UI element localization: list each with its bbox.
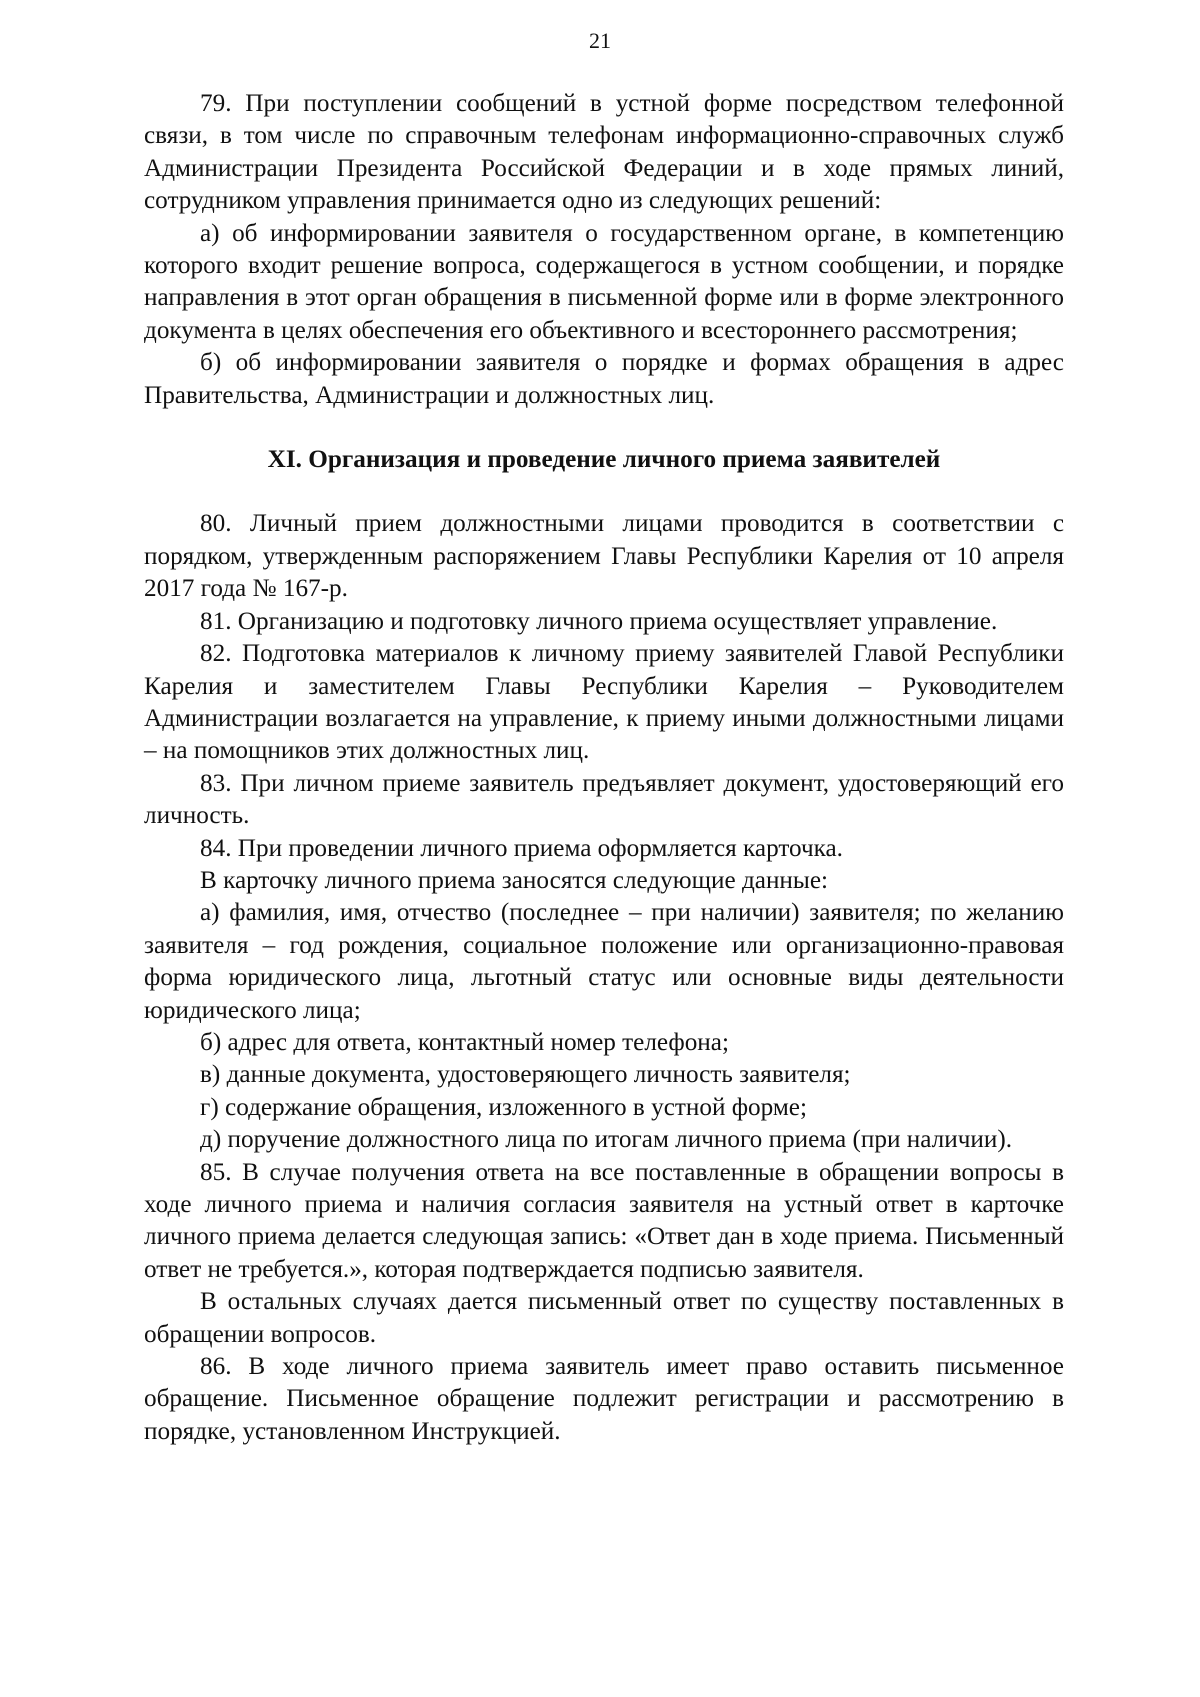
- section-heading: XI. Организация и проведение личного приема заявителей: [267, 446, 941, 474]
- paragraph-84-d: д) поручение должностного лица по итогам личного приема (при наличии).: [200, 1126, 1013, 1154]
- paragraph-79-a: а) об информировании заявителя о государственном органе, в компетенцию которого входит решение вопроса, содержащегося в устном сообщении, и порядке направления в этот орган обращения в письменной форме или в форме электронного документа в целях обеспечения его объективного и всестороннего рассмотрения;: [144, 219, 1064, 344]
- paragraph-79-b: б) об информировании заявителя о порядке и формах обращения в адрес Правительства, Администрации и должностных лиц.: [144, 349, 1064, 409]
- paragraph-84-intro: В карточку личного приема заносятся следующие данные:: [200, 866, 829, 894]
- page-number: 21: [589, 28, 611, 53]
- document-body: [144, 88, 1064, 1448]
- paragraph-83: 83. При личном приеме заявитель предъявляет документ, удостоверяющий его личность.: [144, 769, 1064, 830]
- paragraph-84: 84. При проведении личного приема оформляется карточка.: [200, 834, 843, 862]
- paragraph-86: 86. В ходе личного приема заявитель имеет право оставить письменное обращение. Письменное обращение подлежит регистрации и рассмотрению в порядке, установленном Инструкцией.: [144, 1353, 1064, 1445]
- paragraph-84-a: а) фамилия, имя, отчество (последнее – при наличии) заявителя; по желанию заявителя – год рождения, социальное положение или организационно-правовая форма юридического лица, льготный статус или основные виды деятельности юридического лица;: [144, 899, 1064, 1024]
- paragraph-84-b: б) адрес для ответа, контактный номер телефона;: [200, 1028, 729, 1056]
- paragraph-80: 80. Личный прием должностными лицами проводится в соответствии с порядком, утвержденным распоряжением Главы Республики Карелия от 10 апреля 2017 года № 167-р.: [144, 510, 1064, 603]
- paragraph-79: 79. При поступлении сообщений в устной форме посредством телефонной связи, в том числе по справочным телефонам информационно-справочных служб Администрации Президента Российской Федерации и в ходе прямых линий, сотрудником управления принимается одно из следующих решений:: [144, 90, 1064, 215]
- paragraph-84-v: в) данные документа, удостоверяющего личность заявителя;: [200, 1061, 851, 1089]
- paragraph-85-other: В остальных случаях дается письменный ответ по существу поставленных в обращении вопросов.: [144, 1288, 1064, 1348]
- paragraph-84-g: г) содержание обращения, изложенного в устной форме;: [200, 1093, 807, 1121]
- paragraph-82: 82. Подготовка материалов к личному приему заявителей Главой Республики Карелия и заместителем Главы Республики Карелия – Руководителем Администрации возлагается на управление, к приему иными должностными лицами – на помощников этих должностных лиц.: [144, 640, 1064, 765]
- paragraph-85: 85. В случае получения ответа на все поставленные в обращении вопросы в ходе личного приема и наличия согласия заявителя на устный ответ в карточке личного приема делается следующая запись: «Ответ дан в ходе приема. Письменный ответ не требуется.», которая подтверждается подписью заявителя.: [144, 1158, 1064, 1283]
- paragraph-81: 81. Организацию и подготовку личного приема осуществляет управление.: [200, 607, 998, 635]
